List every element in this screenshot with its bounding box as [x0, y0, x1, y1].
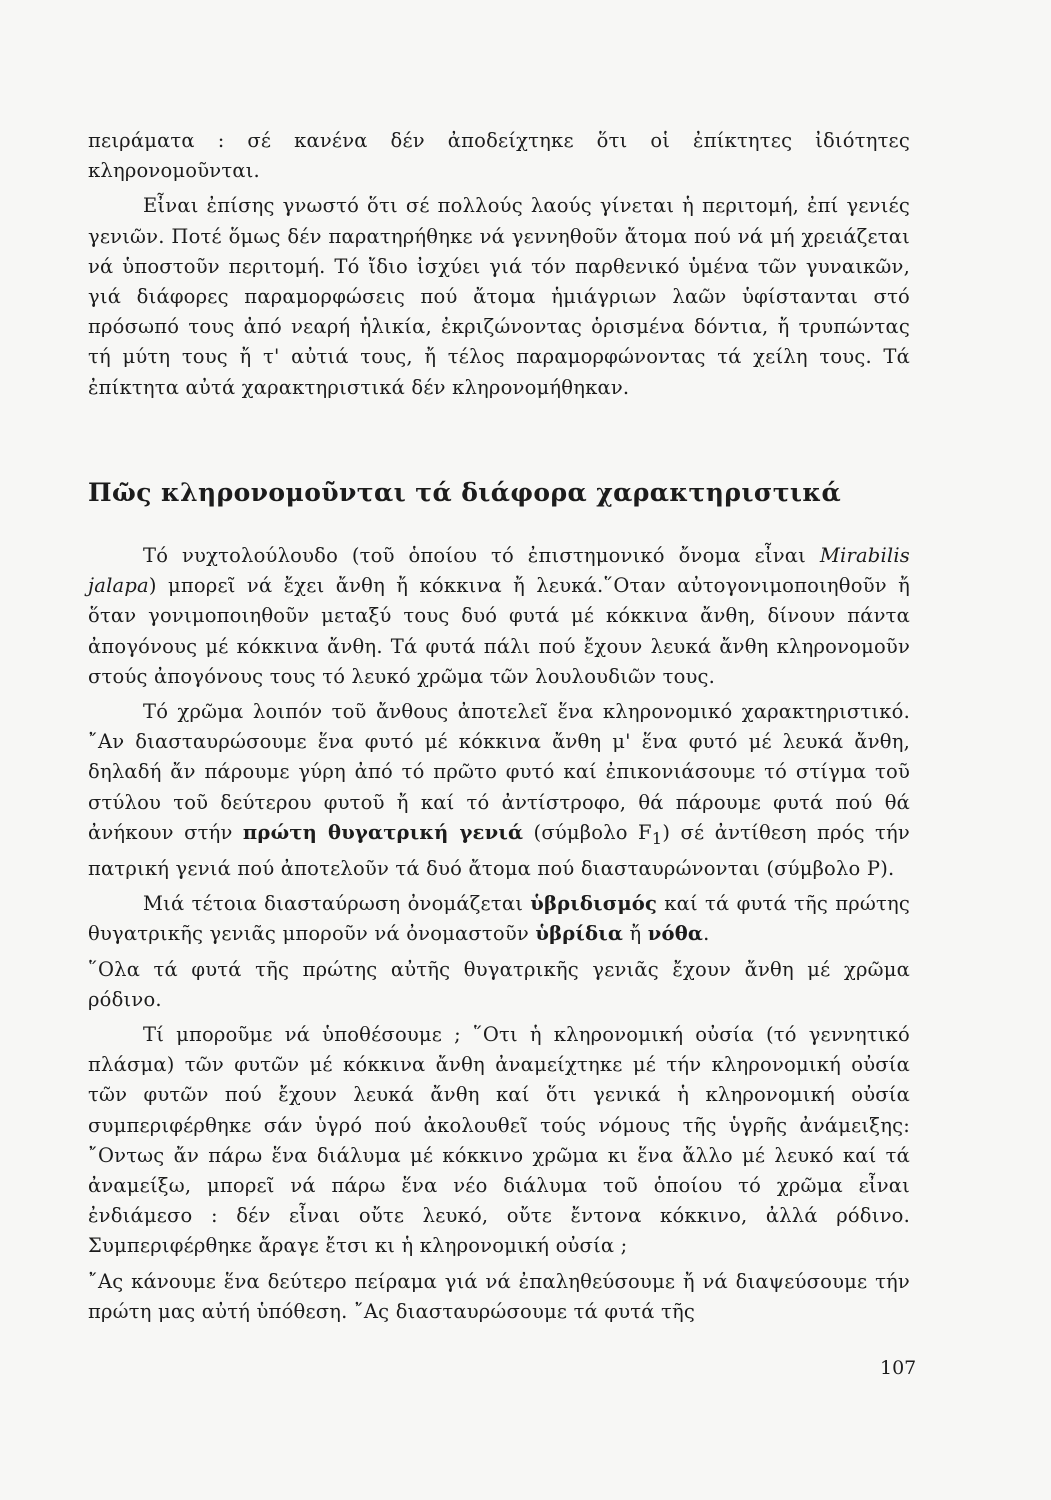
term-hybrids: ὑβρίδια: [535, 922, 624, 946]
main-text-block: [88, 541, 910, 1327]
term-hybridization: ὑβριδισμός: [530, 892, 658, 916]
text-run: καί τά φυτά τῆς πρώτης θυγατρικῆς γενιᾶς μποροῦν νά ὀνομαστοῦν: [88, 892, 910, 946]
text-run: Τό νυχτολούλουδο (τοῦ ὁποίου τό ἐπιστημονικό ὄνομα εἶναι: [143, 544, 820, 567]
paragraph-mirabilis: [88, 541, 910, 692]
paragraph-circumcision: Εἶναι ἐπίσης γνωστό ὅτι σέ πολλούς λαούς γίνεται ἡ περιτομή, ἐπί γενιές γενιῶν. Ποτέ ὅμως δέν παρατηρήθηκε νά γεννηθοῦν ἄτομα πού νά μή χρειάζεται νά ὑποστοῦν περιτομή. Τό ἴδιο ἰσχύει γιά τόν παρθενικό ὑμένα τῶν γυναικῶν, γιά διάφορες παραμορφώσεις πού ἄτομα ἡμιάγριων λαῶν ὑφίστανται στό πρόσωπό τους ἀπό νεαρή ἡλικία, ἐκριζώνοντας ὁρισμένα δόντια, ἤ τρυπώντας τή μύτη τους ἤ τ' αὐτιά τους, ἤ τέλος παραμορφώνοντας τά χείλη τους. Τά ἐπίκτητα αὐτά χαρακτηριστικά δέν κληρονομήθηκαν.: [88, 194, 910, 399]
text-run: Τό χρῶμα λοιπόν τοῦ ἄνθους ἀποτελεῖ ἕνα κληρονομικό χαρακτηριστικό. ῎Αν διασταυρώσουμε ἕνα φυτό μέ κόκκινα ἄνθη μ' ἕνα φυτό μέ λευκά ἄνθη, δηλαδή ἄν πάρουμε γύρη ἀπό τό πρῶτο φυτό καί ἐπικονιάσουμε τό στίγμα τοῦ στύλου τοῦ δεύτερου φυτοῦ ἤ καί τό ἀντίστροφο, θά πάρουμε φυτά πού θά ἀνήκουν στήν: [88, 700, 910, 844]
page-number: 107: [880, 1357, 917, 1379]
paragraph-hybridization: [88, 889, 910, 949]
term-bastards: νόθα: [647, 922, 704, 946]
text-run: ) μπορεῖ νά ἔχει ἄνθη ἤ κόκκινα ἤ λευκά.῞Οταν αὐτογονιμοποιηθοῦν ἤ ὅταν γονιμοποιηθοῦν μεταξύ τους δυό φυτά μέ κόκκινα ἄνθη, δίνουν πάντα ἀπογόνους μέ κόκκινα ἄνθη. Τά φυτά πάλι πού ἔχουν λευκά ἄνθη κληρονομοῦν στούς ἀπογόνους τους τό λευκό χρῶμα τῶν λουλουδιῶν τους.: [88, 574, 910, 688]
text-run: .: [703, 922, 710, 946]
section-heading: Πῶς κληρονομοῦνται τά διάφορα χαρακτηριστικά: [88, 478, 842, 507]
paragraph-pink-flowers: ῞Ολα τά φυτά τῆς πρώτης αὐτῆς θυγατρικῆς γενιᾶς ἔχουν ἄνθη μέ χρῶμα ρόδινο.: [88, 957, 910, 1011]
paragraph-second-experiment: ῎Ας κάνουμε ἕνα δεύτερο πείραμα γιά νά ἐπαληθεύσουμε ἤ νά διαψεύσουμε τήν πρώτη μας αὐτή ὑπόθεση. ῎Ας διασταυρώσουμε τά φυτά τῆς: [88, 1269, 910, 1323]
paragraph-hypothesis: Τί μποροῦμε νά ὑποθέσουμε ; ῞Οτι ἡ κληρονομική οὐσία (τό γεννητικό πλάσμα) τῶν φυτῶν μέ κόκκινα ἄνθη ἀναμείχτηκε μέ τήν κληρονομική οὐσία τῶν φυτῶν πού ἔχουν λευκά ἄνθη καί ὅτι γενικά ἡ κληρονομική οὐσία συμπεριφέρθηκε σάν ὑγρό πού ἀκολουθεῖ τούς νόμους τῆς ὑγρῆς ἀνάμειξης: ῎Οντως ἄν πάρω ἕνα διάλυμα μέ κόκκινο χρῶμα κι ἕνα ἄλλο μέ λευκό καί τά ἀναμείξω, μπορεῖ νά πάρω ἕνα νέο διάλυμα τοῦ ὁποίου τό χρῶμα εἶναι ἐνδιάμεσο : δέν εἶναι οὔτε λευκό, οὔτε ἔντονα κόκκινο, ἀλλά ρόδινο. Συμπεριφέρθηκε ἄραγε ἔτσι κι ἡ κληρονομική οὐσία ;: [88, 1022, 910, 1258]
term-first-generation: πρώτη θυγατρική γενιά: [242, 820, 524, 844]
text-run: ) σέ ἀντίθεση πρός τήν πατρική γενιά πού ἀποτελοῦν τά δυό ἄτομα πού διασταυρώνονται (σύμβολο P).: [88, 820, 910, 880]
paragraph-flower-color: [88, 697, 910, 884]
top-text-block: [88, 126, 910, 403]
species-name: Mirabilis jalapa: [88, 544, 910, 598]
text-run: Μιά τέτοια διασταύρωση ὀνομάζεται: [143, 892, 531, 916]
text-run: (σύμβολο F: [523, 820, 652, 844]
subscript-one: 1: [651, 828, 663, 848]
paragraph-continuation: πειράματα : σέ κανένα δέν ἀποδείχτηκε ὅτι οἱ ἐπίκτητες ἰδιότητες κληρονομοῦνται.: [88, 129, 910, 183]
text-run: ἤ: [623, 922, 648, 946]
